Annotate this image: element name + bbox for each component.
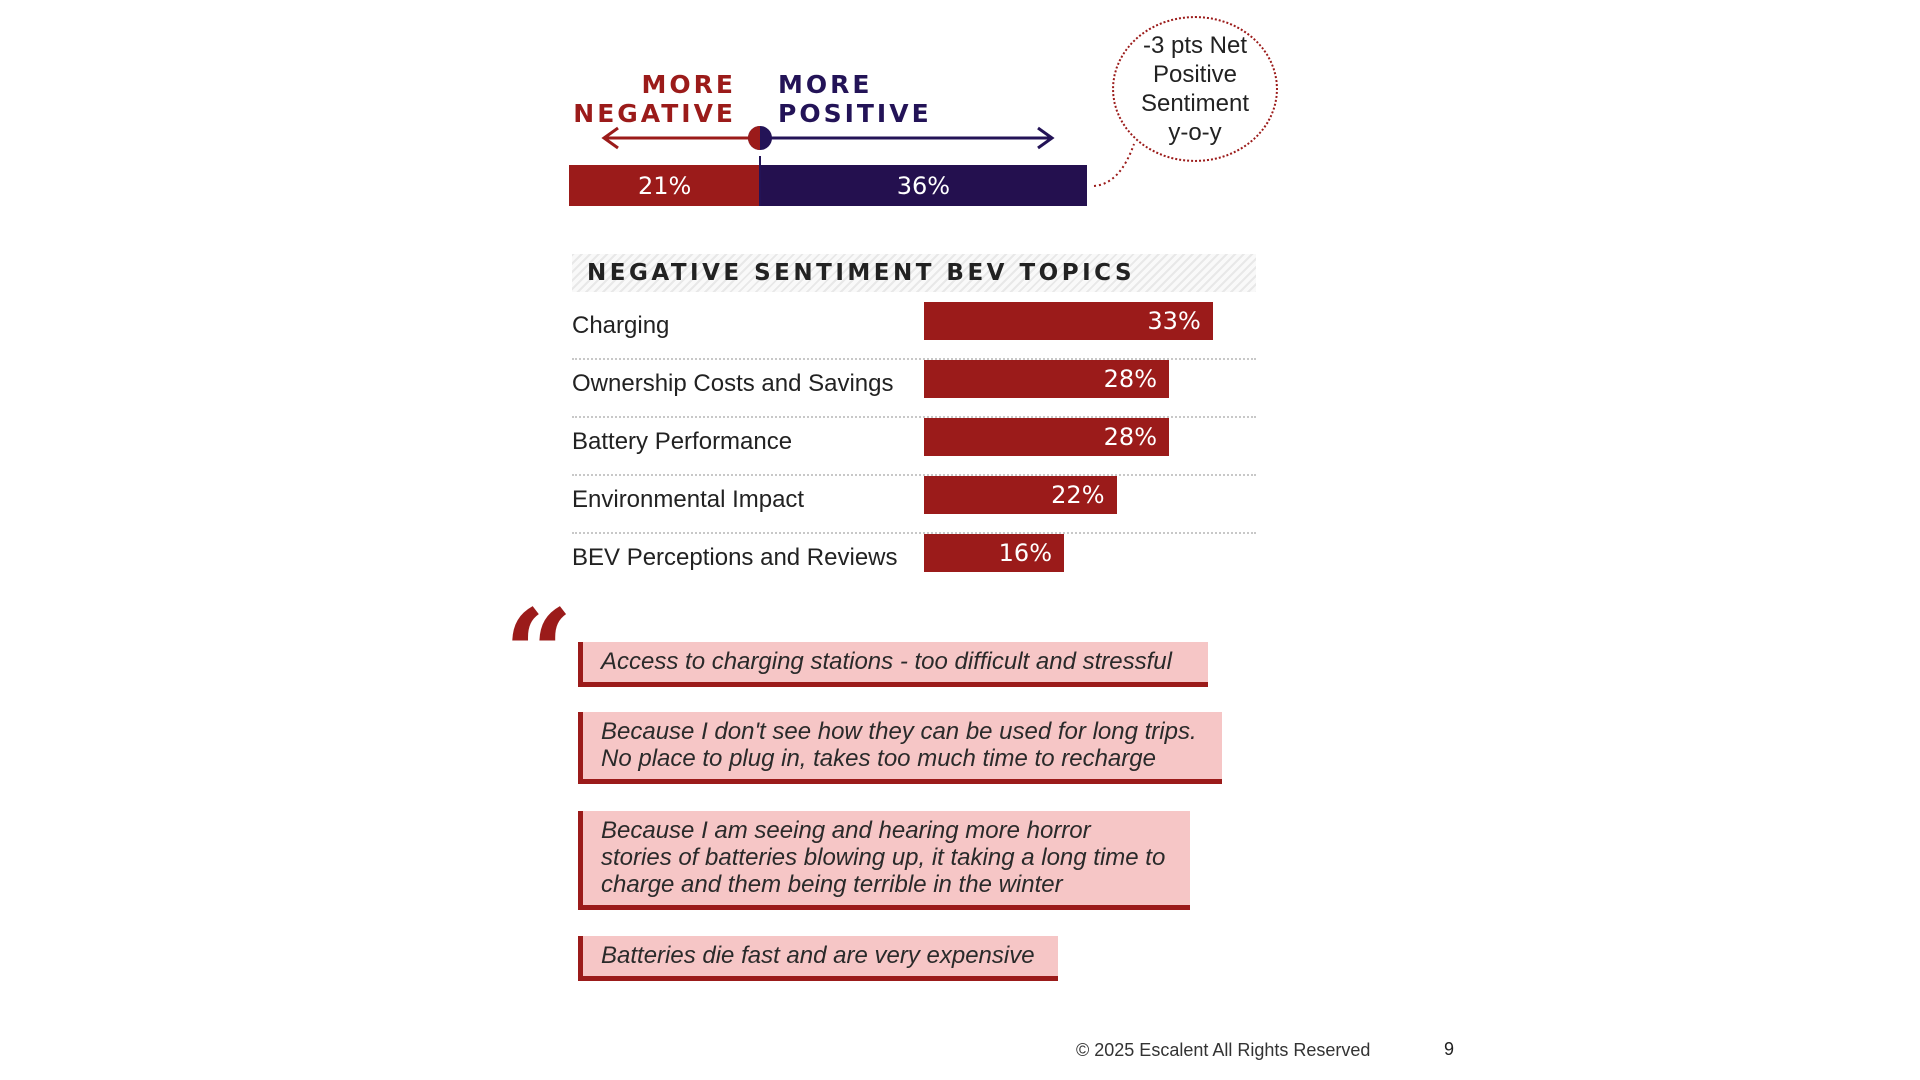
topic-bar — [924, 360, 1169, 398]
midpoint-dot-left — [748, 126, 760, 150]
yoy-callout-bubble — [1112, 16, 1278, 162]
topic-bar — [924, 418, 1169, 456]
quote-item: Access to charging stations - too difficult and stressful — [578, 642, 1208, 687]
topic-label: Environmental Impact — [572, 486, 805, 513]
topic-label: Ownership Costs and Savings — [572, 370, 894, 397]
topic-row — [572, 360, 1256, 418]
sentiment-bar-positive-label: 36% — [896, 171, 951, 200]
sentiment-bar-positive — [760, 165, 1087, 206]
topic-row — [572, 476, 1256, 534]
midpoint-divider — [759, 156, 761, 206]
topics-title: NEGATIVE SENTIMENT BEV TOPICS — [587, 260, 1136, 286]
quote-item: Because I don't see how they can be used for long trips. No place to plug in, takes too much time to recharge — [578, 712, 1222, 784]
copyright-text: © 2025 Escalent All Rights Reserved — [1076, 1040, 1371, 1060]
topic-bar — [924, 302, 1213, 340]
topic-label: Battery Performance — [572, 428, 793, 455]
topic-bar — [924, 534, 1064, 572]
topic-label: Charging — [572, 312, 670, 339]
topic-row — [572, 302, 1256, 360]
topic-bar-value-label: 16% — [998, 539, 1052, 567]
page-number: 9 — [1444, 1039, 1455, 1059]
topic-bar-value-label: 22% — [1051, 481, 1105, 509]
sentiment-bar-negative — [569, 165, 760, 206]
quote-item: Because I am seeing and hearing more horror stories of batteries blowing up, it taking a long time to charge and them being terrible in the winter — [578, 811, 1190, 910]
topic-label: BEV Perceptions and Reviews — [572, 544, 898, 571]
direction-arrows — [600, 122, 1060, 156]
topic-bar-value-label: 28% — [1103, 365, 1157, 393]
topic-bar-value-label: 33% — [1147, 307, 1201, 335]
topic-bar — [924, 476, 1117, 514]
sentiment-bar-negative-label: 21% — [637, 171, 692, 200]
quote-mark-icon: “ — [504, 583, 574, 724]
more-negative-label: MORE NEGATIVE — [573, 70, 736, 128]
topic-bar-value-label: 28% — [1103, 423, 1157, 451]
more-positive-label: MORE POSITIVE — [778, 70, 932, 128]
topic-row — [572, 534, 1256, 592]
yoy-callout-text: -3 pts Net Positive Sentiment y-o-y — [1140, 32, 1250, 146]
bubble-tail — [1090, 140, 1150, 190]
topic-row — [572, 418, 1256, 476]
topics-header — [572, 254, 1256, 292]
quote-item: Batteries die fast and are very expensive — [578, 936, 1058, 981]
